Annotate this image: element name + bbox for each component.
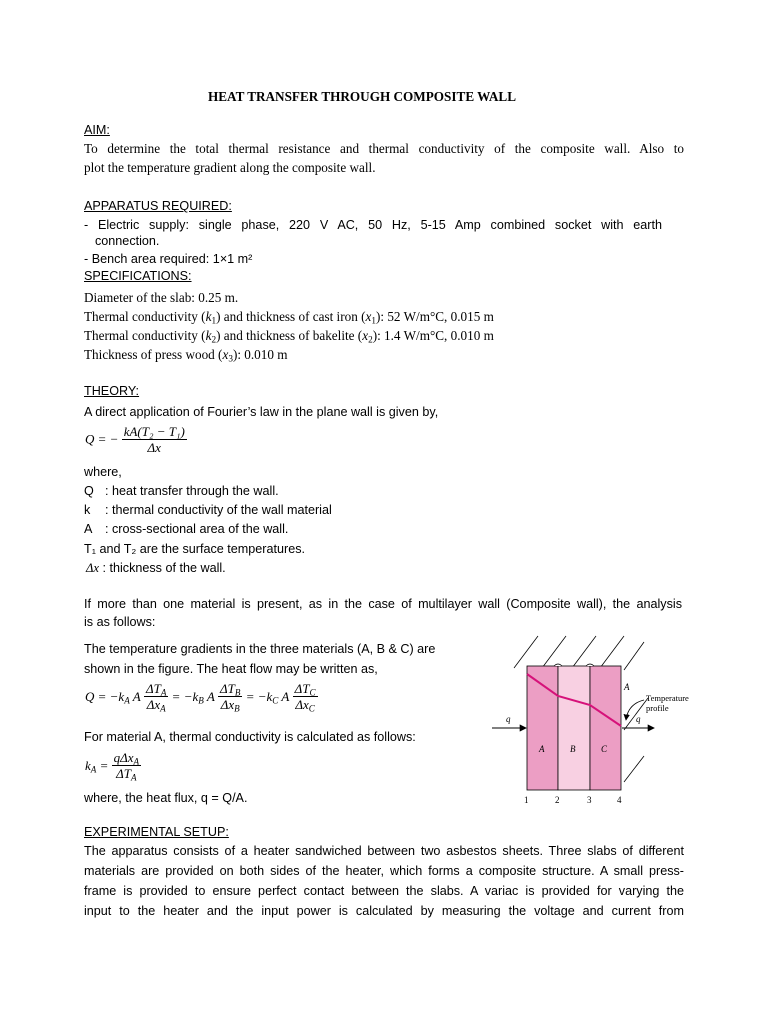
spec-bakelite: Thermal conductivity $(k_2)$ and thickness of bakelite $(x_2)$: 1.4 W/m°C, 0.010 m <box>84 328 494 345</box>
specifications-heading: SPECIFICATIONS: <box>84 269 192 283</box>
apparatus-item-bench: - Bench area required: 1×1 m² <box>84 252 253 266</box>
slab-c <box>590 666 621 790</box>
theory-heading: THEORY: <box>84 384 140 398</box>
experimental-heading: EXPERIMENTAL SETUP: <box>84 825 229 839</box>
heat-flux-text: where, the heat flux, q = Q/A. <box>84 791 248 805</box>
material-a-text: For material A, thermal conductivity is calculated as follows: <box>84 730 416 744</box>
definition-a: A : cross-sectional area of the wall. <box>84 522 289 536</box>
q-out-label: q <box>636 714 641 724</box>
experimental-line3: frame is provided to ensure perfect contact between the slabs. A variac is provided for varying the <box>84 884 684 898</box>
aim-text-line2: plot the temperature gradient along the composite wall. <box>84 160 376 175</box>
temperature-profile-label-1: Temperature <box>646 693 689 703</box>
gradient-line1: The temperature gradients in the three materials (A, B & C) are <box>84 642 436 656</box>
equation-fourier: Q = − $\frac{\text{kA(T₂ − T₁)}}{\Delta x}$ <box>85 424 185 455</box>
experimental-line4: input to the heater and the input power is calculated by measuring the voltage and current from <box>84 904 684 918</box>
slab-b-label: B <box>570 744 576 754</box>
equation-conductivity: $k_A$ = $\frac{q\Delta x_A}{\Delta T_A}$ <box>85 750 140 783</box>
aim-heading: AIM: <box>84 123 110 137</box>
slab-b <box>558 666 590 790</box>
boundary-2-label: 2 <box>555 795 560 805</box>
theory-intro: A direct application of Fourier’s law in the plane wall is given by, <box>84 405 439 419</box>
experimental-line1: The apparatus consists of a heater sandwiched between two asbestos sheets. Three slabs of different <box>84 844 684 858</box>
multilayer-line2: is as follows: <box>84 615 156 629</box>
profile-callout-arrow <box>626 700 644 720</box>
spec-cast-iron: Thermal conductivity $(k_1)$ and thickness of cast iron $(x_1)$: 52 W/m°C, 0.015 m <box>84 309 494 326</box>
boundary-1-label: 1 <box>524 795 529 805</box>
aim-text-line1: To determine the total thermal resistance and thermal conductivity of the composite wall. Also to <box>84 141 684 156</box>
definition-temperatures: T₁ and T₂ are the surface temperatures. <box>84 542 306 556</box>
definition-dx: Δx : thickness of the wall. <box>86 561 226 575</box>
slab-a-label: A <box>539 744 545 754</box>
document-title: HEAT TRANSFER THROUGH COMPOSITE WALL <box>208 89 517 104</box>
definition-k: k : thermal conductivity of the wall material <box>84 503 332 517</box>
multilayer-line1: If more than one material is present, as in the case of multilayer wall (Composite wall), the analysis <box>84 597 682 611</box>
composite-wall-figure <box>488 630 710 810</box>
definition-q: Q : heat transfer through the wall. <box>84 484 279 498</box>
experimental-line2: materials are provided on both sides of the heater, which forms a composite structure. A small press- <box>84 864 684 878</box>
apparatus-item-supply: - Electric supply: single phase, 220 V AC, 50 Hz, 5-15 Amp combined socket with earth <box>84 218 662 232</box>
q-in-label: q <box>506 714 511 724</box>
gradient-line2: shown in the figure. The heat flow may be written as, <box>84 662 378 676</box>
spec-press-wood: Thickness of press wood $(x_3)$: 0.010 m <box>84 347 288 364</box>
equation-composite: $Q = -k_A$ A $\frac{\Delta T_A}{\Delta x_A}$ = $-k_B$ A $\frac{\Delta T_B}{\Delta x_B}$ = $-k_C$ A $\frac{\Delta T_C}{\Delta x_C}$ <box>85 681 316 714</box>
where-label: where, <box>84 465 122 479</box>
apparatus-item-supply-cont: connection. <box>95 234 160 248</box>
temperature-profile-label-2: profile <box>646 703 669 713</box>
boundary-3-label: 3 <box>587 795 592 805</box>
area-a-label: A <box>624 682 630 692</box>
apparatus-heading: APPARATUS REQUIRED: <box>84 199 232 213</box>
spec-diameter: Diameter of the slab: 0.25 m. <box>84 290 239 305</box>
slab-c-label: C <box>601 744 608 754</box>
boundary-4-label: 4 <box>617 795 622 805</box>
